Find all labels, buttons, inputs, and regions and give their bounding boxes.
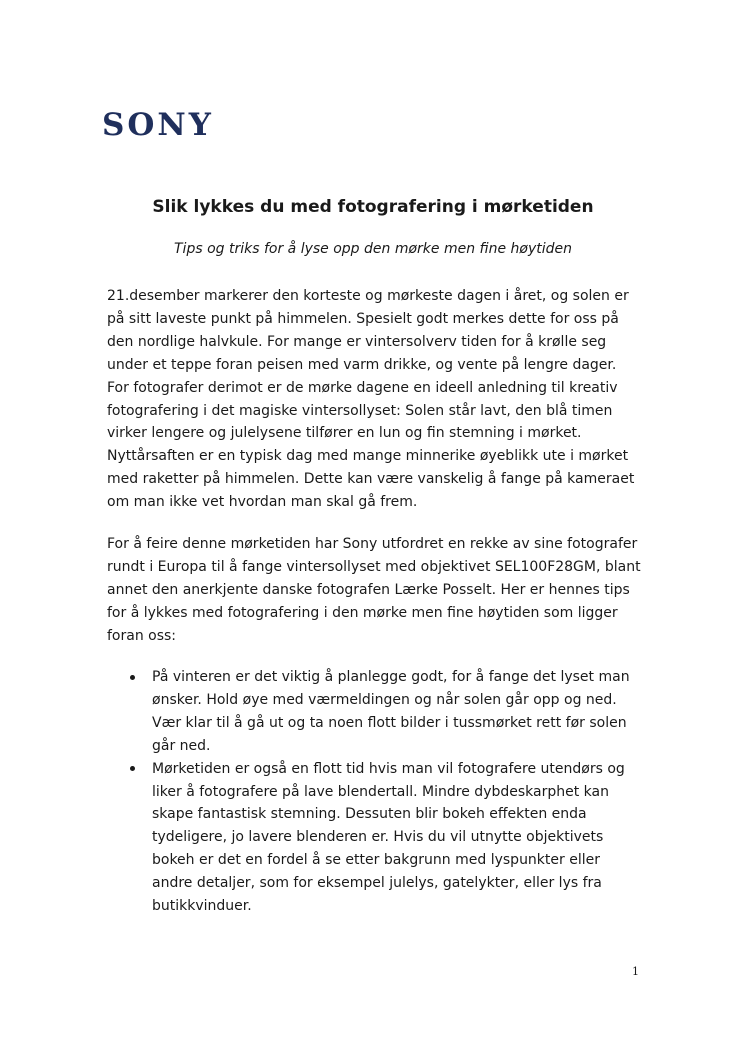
list-item-line: tydeligere, jo lavere blenderen er. Hvis du vil utnytte objektivets <box>152 829 604 846</box>
paragraph-line: under et teppe foran peisen med varm drikke, og vente på lengre dager. <box>107 356 617 373</box>
paragraph-line: annet den anerkjente danske fotografen Lærke Posselt. Her er hennes tips <box>107 581 630 598</box>
list-item-line: liker å fotografere på lave blendertall. Mindre dybdeskarphet kan <box>152 783 609 800</box>
paragraph-line: 21.desember markerer den korteste og mørkeste dagen i året, og solen er <box>107 288 629 304</box>
paragraph-line: For fotografer derimot er de mørke dagene en ideell anledning til kreativ <box>107 379 618 396</box>
paragraph-line: den nordlige halvkule. For mange er vintersolverv tiden for å krølle seg <box>107 333 607 350</box>
list-item-line: butikkvinduer. <box>152 898 252 915</box>
paragraph-line: rundt i Europa til å fange vintersollyset med objektivet SEL100F28GM, blant <box>107 558 641 575</box>
list-item-line: Vær klar til å gå ut og ta noen flott bilder i tussmørket rett før solen <box>152 714 627 731</box>
paragraph-line: foran oss: <box>107 627 177 644</box>
list-item-line: går ned. <box>152 737 211 754</box>
intro-paragraph <box>107 285 647 514</box>
sony-challenge-paragraph <box>107 533 647 648</box>
paragraph-line: om man ikke vet hvordan man skal gå frem. <box>107 494 418 511</box>
paragraph-line: for å lykkes med fotografering i den mørke men fine høytiden som ligger <box>107 604 618 621</box>
list-item-line: bokeh er det en fordel å se etter bakgrunn med lyspunkter eller <box>152 852 600 869</box>
paragraph-line: fotografering i det magiske vintersollyset: Solen står lavt, den blå timen <box>107 402 613 419</box>
list-item-line: skape fantastisk stemning. Dessuten blir bokeh effekten enda <box>152 806 587 823</box>
list-item-line: Mørketiden er også en flott tid hvis man vil fotografere utendørs og <box>152 760 625 777</box>
list-item-line: ønsker. Hold øye med værmeldingen og når solen går opp og ned. <box>152 691 617 708</box>
page-subtitle: Tips og triks for å lyse opp den mørke men fine høytiden <box>174 241 572 257</box>
list-item-line: andre detaljer, som for eksempel julelys, gatelykter, eller lys fra <box>152 875 602 892</box>
page-number: 1 <box>632 965 639 978</box>
list-item-line: På vinteren er det viktig å planlegge godt, for å fange det lyset man <box>152 669 630 685</box>
paragraph-line: med raketter på himmelen. Dette kan være vanskelig å fange på kameraet <box>107 471 635 488</box>
bullet-icon <box>130 675 135 680</box>
tips-list <box>107 666 647 918</box>
paragraph-line: virker lengere og julelysene tilfører en lun og fin stemning i mørket. <box>107 425 582 442</box>
bullet-icon <box>130 766 135 771</box>
list-item <box>107 758 647 918</box>
paragraph-line: For å feire denne mørketiden har Sony utfordret en rekke av sine fotografer <box>107 536 638 552</box>
sony-logo: SONY <box>102 107 214 143</box>
list-item <box>107 666 647 758</box>
page-title: Slik lykkes du med fotografering i mørketiden <box>152 197 594 217</box>
paragraph-line: Nyttårsaften er en typisk dag med mange minnerike øyeblikk ute i mørket <box>107 448 629 465</box>
paragraph-line: på sitt laveste punkt på himmelen. Spesielt godt merkes dette for oss på <box>107 310 619 327</box>
